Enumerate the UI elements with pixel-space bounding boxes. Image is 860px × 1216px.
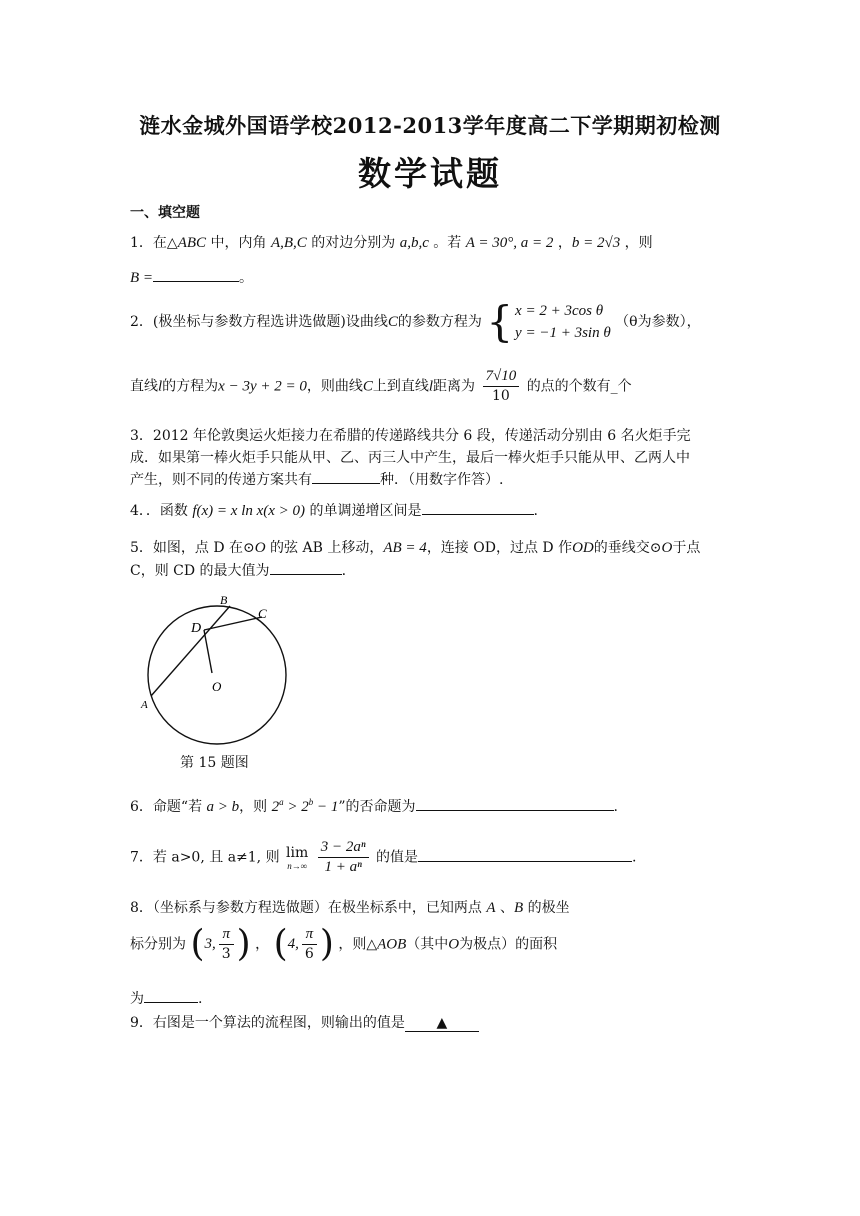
question-9: 9．右图是一个算法的流程图，则输出的值是 ▲ bbox=[130, 1012, 479, 1032]
answer-blank bbox=[418, 847, 632, 862]
circle-chord-figure bbox=[134, 590, 294, 750]
label-b: B bbox=[220, 593, 228, 607]
question-8-line-3: 为 . bbox=[130, 988, 202, 1008]
question-1-line-2: B = 。 bbox=[130, 267, 253, 287]
segment-od bbox=[204, 630, 212, 673]
exam-subtitle: 数学试题 bbox=[358, 154, 502, 193]
segment-dc bbox=[204, 617, 262, 630]
section-heading: 一、填空题 bbox=[130, 205, 200, 221]
answer-blank bbox=[422, 500, 534, 515]
exam-title: 涟水金城外国语学校2012-2013学年度高二下学期期初检测 bbox=[139, 113, 721, 138]
question-3-line-3: 产生，则不同的传递方案共有 种．（用数字作答）. bbox=[130, 469, 503, 489]
question-7: 7．若 a>0, 且 a≠1, 则 lim n→∞ $\frac{\text{3 − 2aⁿ}}{\text{1 + aⁿ}}$ 的值是 . bbox=[130, 839, 637, 875]
label-o: O bbox=[212, 679, 222, 694]
answer-blank bbox=[312, 469, 380, 484]
question-3-line-1: 3．2012 年伦敦奥运火炬接力在希腊的传递路线共分 6 段，传递活动分别由 6 名火炬手完 bbox=[130, 428, 691, 444]
figure-caption: 第 15 题图 bbox=[180, 755, 249, 771]
answer-blank bbox=[270, 560, 342, 575]
question-3-line-2: 成．如果第一棒火炬手只能从甲、乙、丙三人中产生，最后一棒火炬手只能从甲、乙两人中 bbox=[130, 450, 690, 466]
question-5-line-1: 5．如图，点 D 在⊙O 的弦 AB 上移动，AB = 4，连接 OD，过点 D 作OD的垂线交⊙O于点 bbox=[130, 540, 701, 556]
angle-fraction-1: $\frac{\pi}{3}$ bbox=[219, 925, 234, 964]
question-2-line-1: 2．(极坐标与参数方程选讲选做题)设曲线C的参数方程为 { x = 2 + 3cos θ y = −1 + 3sin θ （θ为参数）， bbox=[130, 297, 701, 346]
label-c: C bbox=[258, 606, 267, 621]
distance-fraction: $\frac{7√10}{10}$ bbox=[483, 367, 520, 406]
question-5-line-2: C，则 CD 的最大值为 . bbox=[130, 560, 346, 580]
question-8-line-1: 8．（坐标系与参数方程选做题）在极坐标系中，已知两点 A 、B 的极坐 bbox=[130, 900, 570, 916]
angle-fraction-2: $\frac{\pi}{6}$ bbox=[302, 925, 317, 964]
question-8-line-2: 标分别为 (3, $\frac{\pi}{3}$ ) ， (4, $\frac{\pi}{6}$ ) ，则△AOB（其中O为极点）的面积 bbox=[130, 923, 558, 965]
answer-blank bbox=[405, 1015, 479, 1032]
answer-blank bbox=[153, 267, 239, 282]
label-d: D bbox=[191, 621, 202, 636]
answer-blank bbox=[144, 988, 198, 1003]
parametric-system: { x = 2 + 3cos θ y = −1 + 3sin θ bbox=[486, 297, 611, 346]
answer-blank bbox=[416, 796, 614, 811]
limit-fraction: $\frac{\text{3 − 2aⁿ}}{\text{1 + aⁿ}}$ bbox=[318, 838, 369, 877]
triangle-marker-icon: ▲ bbox=[436, 1015, 448, 1031]
limit-operator: lim n→∞ bbox=[286, 844, 309, 871]
question-1-line-1: 1．在△ABC 中，内角 A,B,C 的对边分别为 a,b,c 。若 A = 30°, a = 2 ，b = 2√3 ，则 bbox=[130, 235, 653, 251]
left-brace-icon: { bbox=[486, 297, 514, 346]
question-6: 6．命题“若 a > b，则 $2^a > 2^b - 1$”的否命题为 . bbox=[130, 797, 618, 815]
question-4: 4．．函数 f(x) = x ln x(x > 0) 的单调递增区间是 . bbox=[130, 500, 538, 520]
question-2-line-2: 直线l的方程为x − 3y + 2 = 0，则曲线C上到直线l距离为 $\frac{7√10}{10}$ 的点的个数有_个 bbox=[130, 368, 632, 404]
label-a: A bbox=[141, 699, 148, 711]
